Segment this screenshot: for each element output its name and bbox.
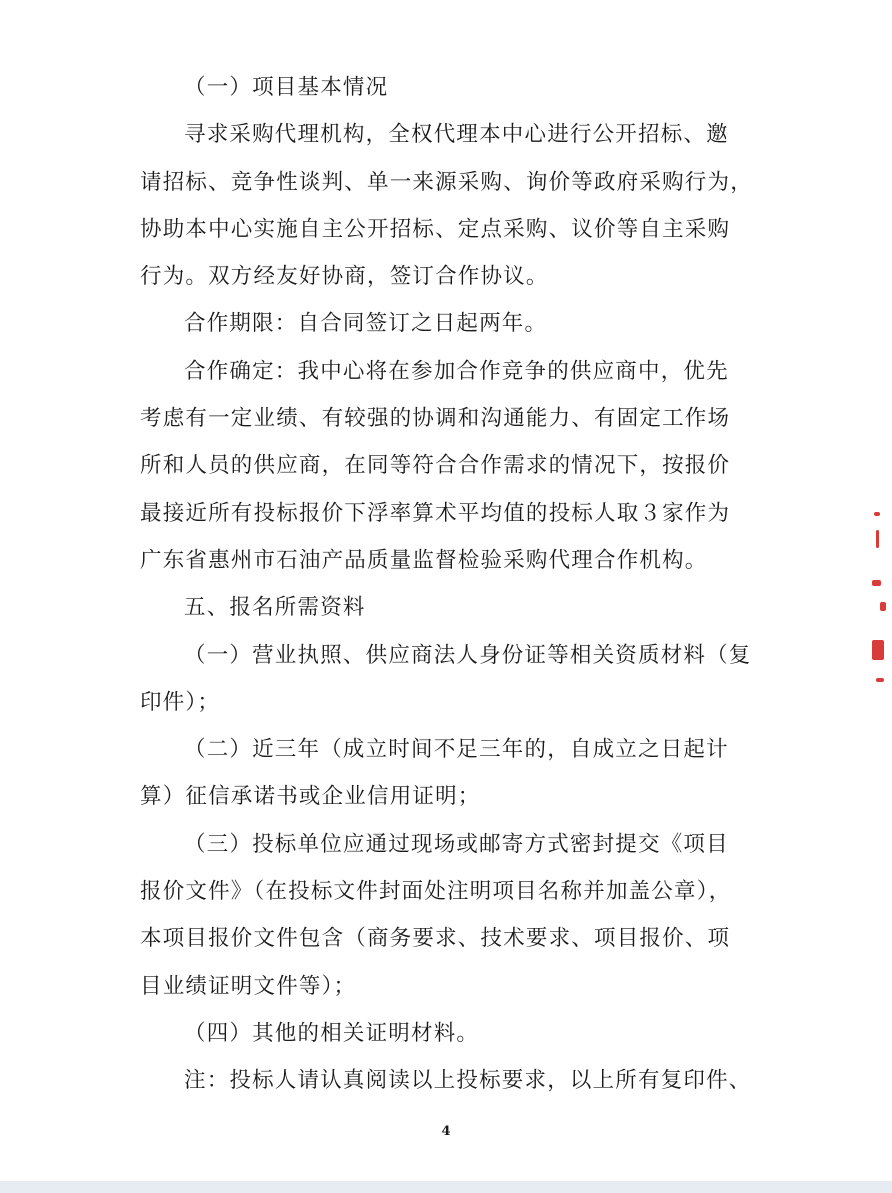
bottom-band	[0, 1181, 892, 1193]
text-line: 所和人员的供应商，在同等符合合作需求的情况下，按报价	[140, 453, 731, 479]
text-line: 注：投标人请认真阅读以上投标要求，以上所有复印件、	[184, 1068, 752, 1094]
text-line: 五、报名所需资料	[184, 595, 366, 621]
text-line: 目业绩证明文件等）；	[140, 973, 357, 999]
text-line: 寻求采购代理机构，全权代理本中心进行公开招标、邀	[184, 122, 729, 148]
text-line: 行为。双方经友好协商，签订合作协议。	[140, 264, 549, 290]
text-line: 算）征信承诺书或企业信用证明；	[140, 784, 481, 810]
text-line: 广东省惠州市石油产品质量监督检验采购代理合作机构。	[140, 547, 708, 573]
text-line: 合作确定：我中心将在参加合作竞争的供应商中，优先	[184, 358, 729, 384]
stamp-mark	[872, 580, 881, 586]
text-line: （三）投标单位应通过现场或邮寄方式密封提交《项目	[184, 831, 729, 857]
text-line: 本项目报价文件包含（商务要求、技术要求、项目报价、项	[140, 926, 731, 952]
text-line: （一）项目基本情况	[184, 75, 389, 100]
text-line: 请招标、竞争性谈判、单一来源采购、询价等政府采购行为，	[140, 169, 753, 195]
page-number: 4	[441, 1124, 451, 1139]
stamp-mark	[880, 602, 886, 611]
document-body	[140, 64, 772, 1105]
stamp-mark	[876, 530, 879, 548]
stamp-mark	[874, 512, 880, 516]
stamp-mark	[872, 640, 884, 660]
text-line: 最接近所有投标报价下浮率算术平均值的投标人取３家作为	[140, 500, 731, 526]
text-line: 印件）；	[140, 689, 221, 715]
text-line: 考虑有一定业绩、有较强的协调和沟通能力、有固定工作场	[140, 406, 731, 432]
text-line: 报价文件》（在投标文件封面处注明项目名称并加盖公章），	[140, 879, 732, 905]
text-line: 合作期限：自合同签订之日起两年。	[184, 311, 548, 337]
stamp-edge-marks	[866, 500, 892, 700]
text-line: （二）近三年（成立时间不足三年的，自成立之日起计	[184, 737, 729, 763]
text-line: （四）其他的相关证明材料。	[184, 1020, 480, 1046]
text-line: （一）营业执照、供应商法人身份证等相关资质材料（复	[184, 642, 752, 668]
text-line: 协助本中心实施自主公开招标、定点采购、议价等自主采购	[140, 216, 731, 242]
stamp-mark	[876, 678, 884, 682]
